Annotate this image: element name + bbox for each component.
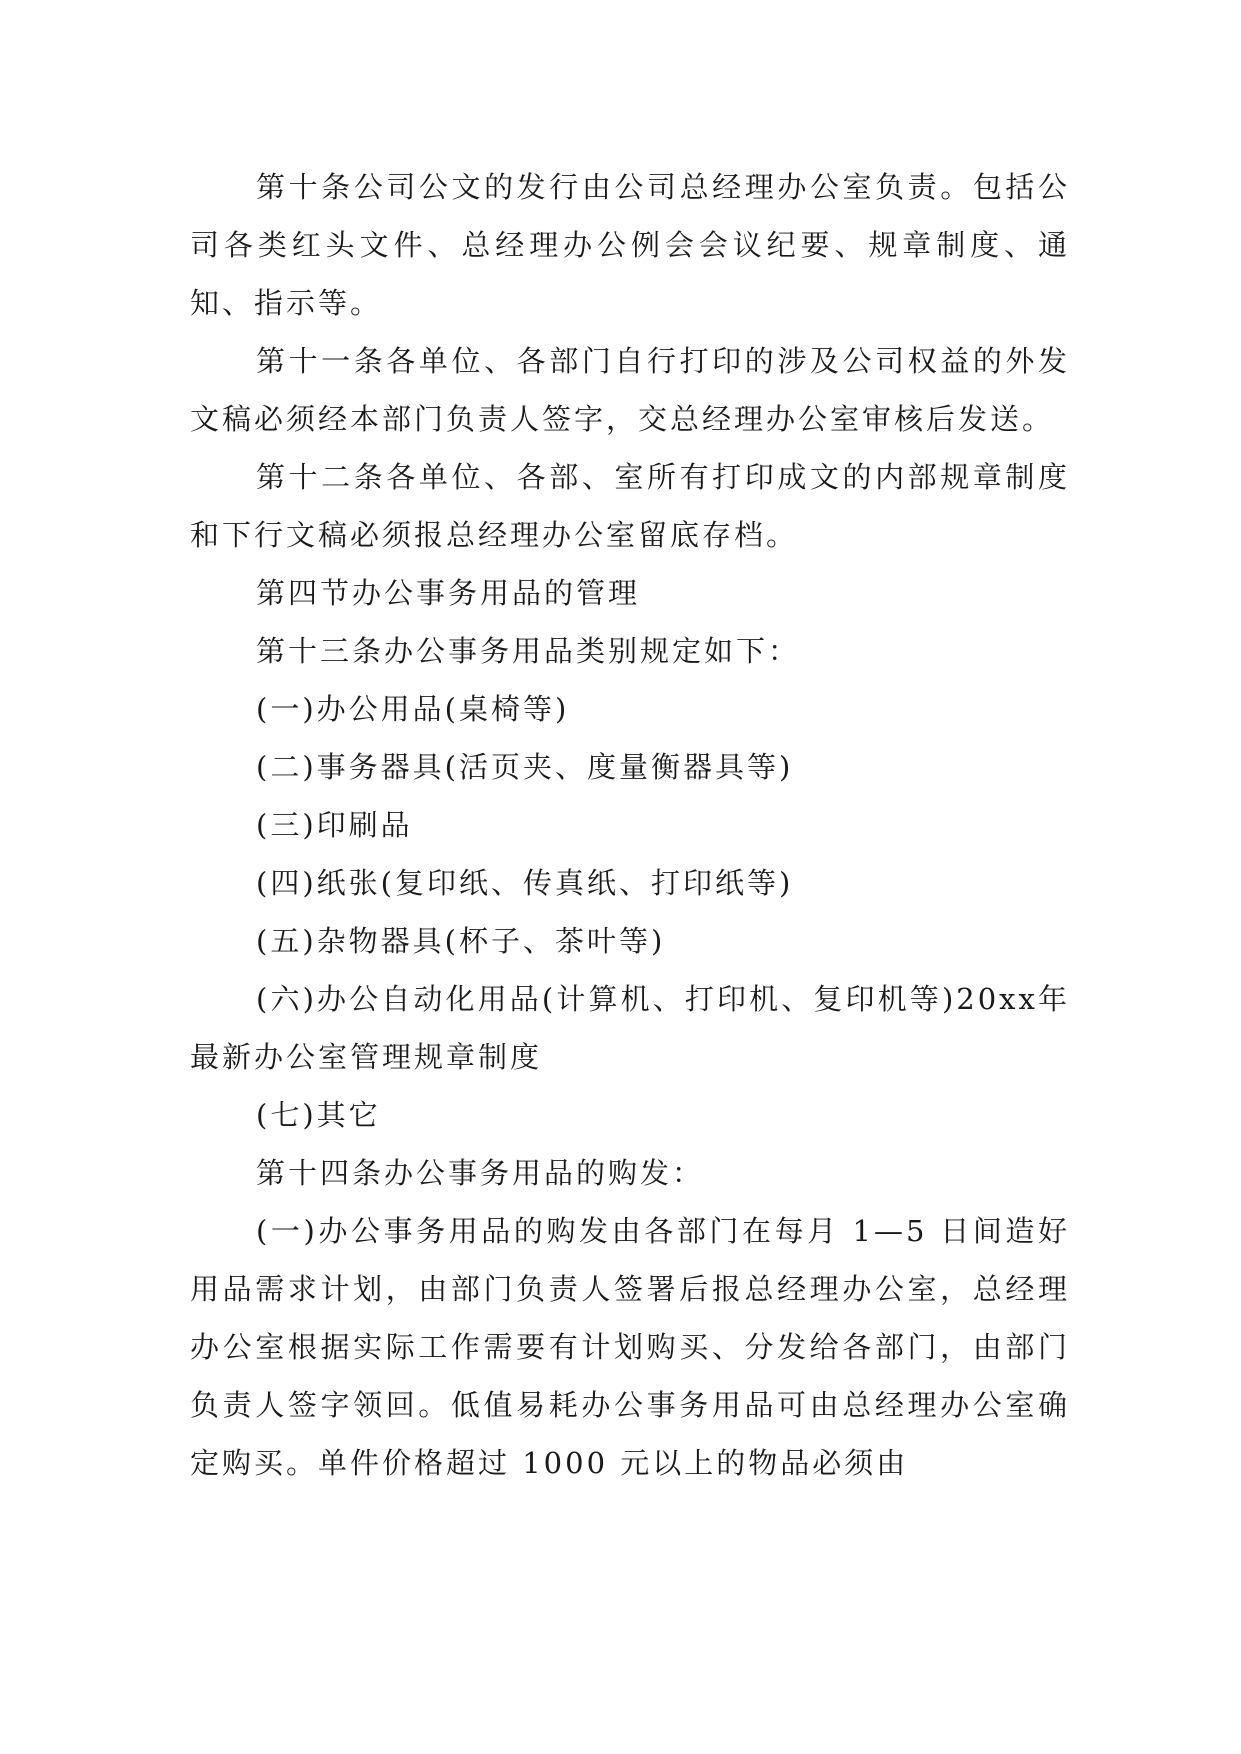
paragraph-article-12: 第十二条各单位、各部、室所有打印成文的内部规章制度和下行文稿必须报总经理办公室留底存档。 <box>190 460 1070 552</box>
document-body <box>190 158 1070 1492</box>
section-heading-4: 第四节办公事务用品的管理 <box>256 576 641 610</box>
paragraph-article-10: 第十条公司公文的发行由公司总经理办公室负责。包括公司各类红头文件、总经理办公例会会议纪要、规章制度、通知、指示等。 <box>190 170 1070 320</box>
list-item-5: (五)杂物器具(杯子、茶叶等) <box>256 924 666 958</box>
list-item-7: (七)其它 <box>256 1098 381 1132</box>
list-item-1: (一)办公用品(桌椅等) <box>256 692 570 726</box>
paragraph-article-11: 第十一条各单位、各部门自行打印的涉及公司权益的外发文稿必须经本部门负责人签字，交总经理办公室审核后发送。 <box>190 344 1070 436</box>
paragraph-article-13: 第十三条办公事务用品类别规定如下： <box>256 634 801 668</box>
paragraph-article-14-item-1: (一)办公事务用品的购发由各部门在每月 1—5 日间造好用品需求计划，由部门负责人签署后报总经理办公室，总经理办公室根据实际工作需要有计划购买、分发给各部门，由部门负责人签字领回。低值易耗办公事务用品可由总经理办公室确定购买。单件价格超过 1000 元以上的物品必须由 <box>190 1214 1070 1480</box>
list-item-2: (二)事务器具(活页夹、度量衡器具等) <box>256 750 794 784</box>
paragraph-article-14: 第十四条办公事务用品的购发： <box>256 1156 705 1190</box>
list-item-4: (四)纸张(复印纸、传真纸、打印纸等) <box>256 866 794 900</box>
list-item-3: (三)印刷品 <box>256 808 413 842</box>
list-item-6: (六)办公自动化用品(计算机、打印机、复印机等)20xx年最新办公室管理规章制度 <box>190 982 1070 1074</box>
